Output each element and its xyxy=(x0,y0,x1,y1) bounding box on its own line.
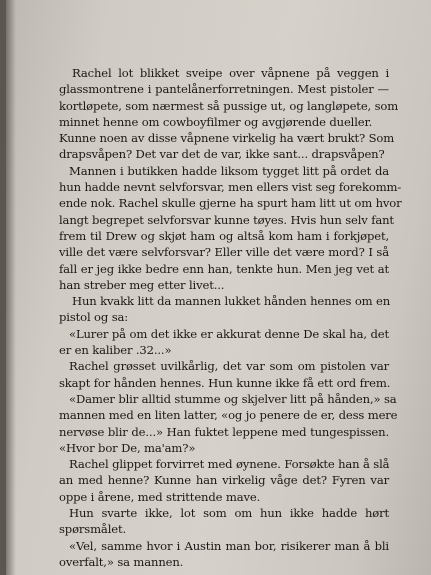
text-line: ville det være selvforsvar? Eller ville det være mord? I så xyxy=(59,245,389,260)
page-gutter-shadow xyxy=(6,0,16,575)
text-line: Kunne noen av disse våpnene virkelig ha vært brukt? Som xyxy=(59,131,395,146)
text-line: Hun kvakk litt da mannen lukket hånden hennes om en xyxy=(72,294,391,309)
text-line: an med henne? Kunne han virkelig våge det? Fyren var xyxy=(59,473,389,488)
text-line: overfalt,» sa mannen. xyxy=(59,554,184,569)
text-line: ende nok. Rachel skulle gjerne ha spurt ham litt ut om hvor xyxy=(59,196,402,211)
text-line: langt begrepet selvforsvar kunne tøyes. Hvis hun selv fant xyxy=(59,212,394,227)
text-line: oppe i årene, med strittende mave. xyxy=(59,489,261,504)
text-line: Rachel glippet forvirret med øynene. Forsøkte han å slå xyxy=(69,457,390,472)
text-line: glassmontrene i pantelånerforretningen. Mest pistoler — xyxy=(59,82,389,97)
text-line: nervøse blir de...» Han fuktet leppene med tungespissen. xyxy=(59,424,389,439)
text-line: hun hadde nevnt selvforsvar, men ellers vist seg forekomm- xyxy=(59,180,402,195)
text-line: skapt for hånden hennes. Hun kunne ikke få ett ord frem. xyxy=(59,375,391,390)
book-page xyxy=(6,0,431,575)
text-line: «Vel, samme hvor i Austin man bor, risikerer man å bli xyxy=(69,538,389,553)
text-line: minnet henne om cowboyfilmer og avgjørende dueller. xyxy=(59,114,373,129)
text-line: «Hvor bor De, ma'am?» xyxy=(59,440,196,455)
text-line: frem til Drew og skjøt ham og altså kom ham i forkjøpet, xyxy=(59,228,389,243)
text-line: fall er jeg ikke bedre enn han, tenkte hun. Men jeg vet at xyxy=(59,261,389,276)
text-line: Hun svarte ikke, lot som om hun ikke hadde hørt xyxy=(69,506,389,521)
text-line: Rachel lot blikket sveipe over våpnene på veggen i xyxy=(72,66,389,80)
text-line: Rachel grøsset uvilkårlig, det var som om pistolen var xyxy=(69,359,389,374)
text-line: «Damer blir alltid stumme og skjelver litt på hånden,» sa xyxy=(69,391,397,406)
text-line: kortløpete, som nærmest så pussige ut, og langløpete, som xyxy=(59,98,399,113)
text-line: Mannen i butikken hadde liksom tygget litt på ordet da xyxy=(69,163,389,178)
text-line: han streber meg etter livet... xyxy=(59,277,225,292)
body-text xyxy=(59,65,402,570)
text-line: mannen med en liten latter, «og jo penere de er, dess mere xyxy=(59,408,398,423)
text-line: pistol og sa: xyxy=(59,310,129,325)
text-line: er en kaliber .32...» xyxy=(59,343,172,358)
text-line: «Lurer på om det ikke er akkurat denne De skal ha, det xyxy=(69,326,389,341)
text-line: spørsmålet. xyxy=(59,522,127,537)
text-line: drapsvåpen? Det var det de var, ikke sant... drapsvåpen? xyxy=(59,147,385,162)
